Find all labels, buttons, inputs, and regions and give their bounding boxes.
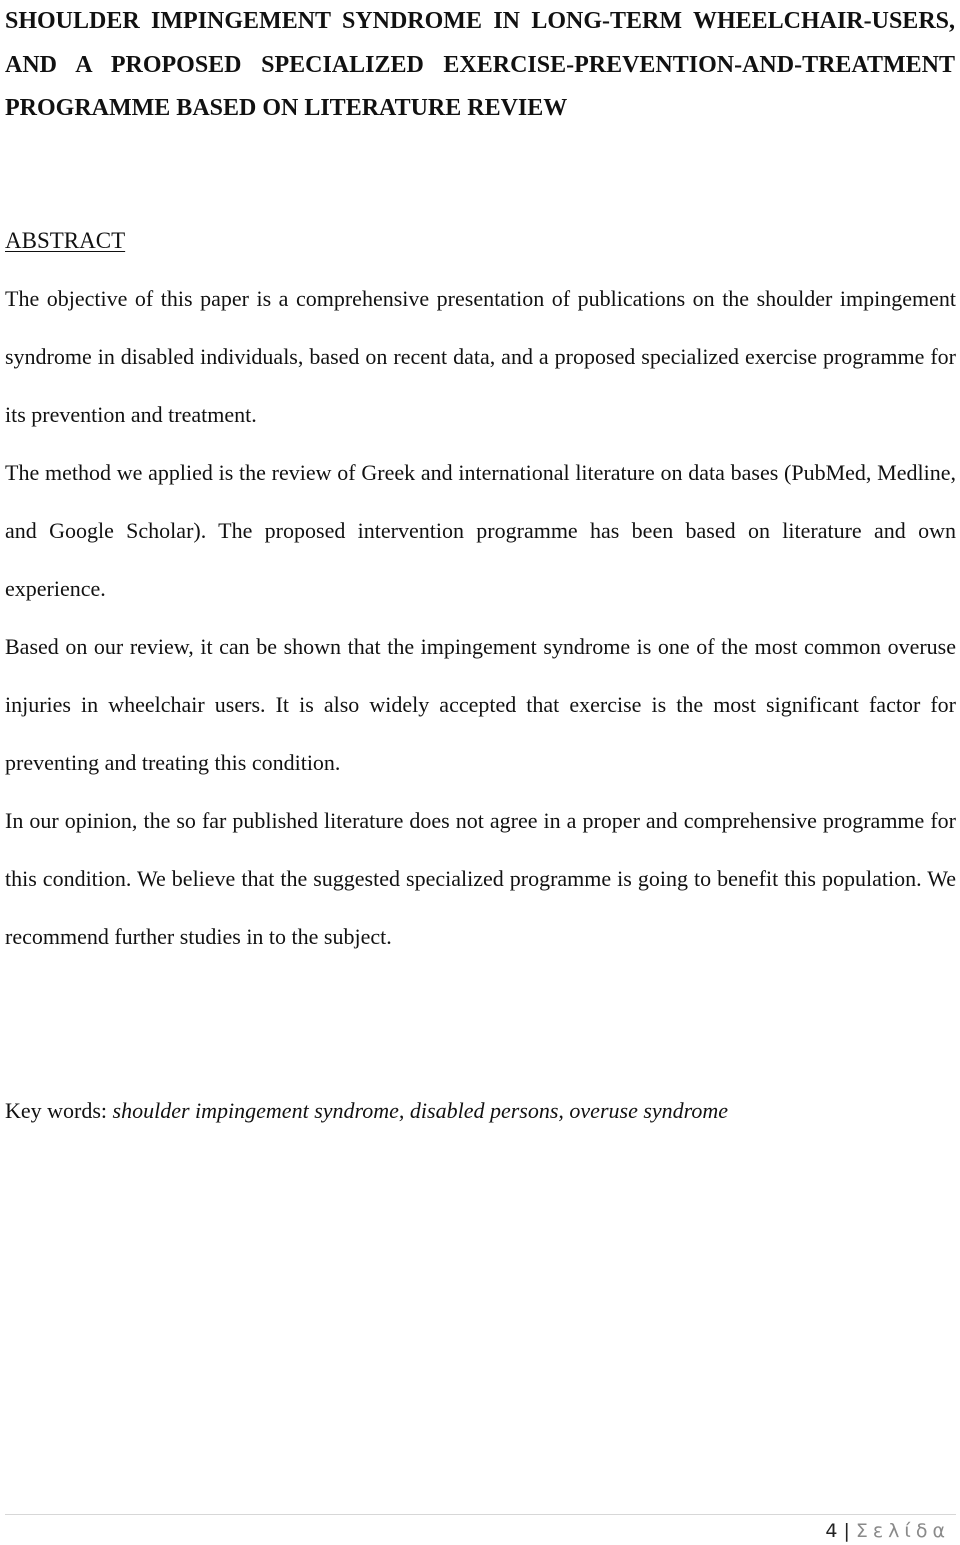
page-number: 4 bbox=[825, 1520, 838, 1542]
page-word: Σελίδα bbox=[855, 1520, 950, 1542]
abstract-paragraph-results: Based on our review, it can be shown that the impingement syndrome is one of the most common overuse injuries in wheelchair users. It is also widely accepted that exercise is the most significant factor for preventing and treating this condition. bbox=[5, 634, 956, 775]
keywords-line bbox=[5, 1094, 728, 1128]
keywords-label: Key words: bbox=[5, 1098, 108, 1123]
footer-divider bbox=[5, 1514, 956, 1515]
abstract-paragraph-conclusion: In our opinion, the so far published literature does not agree in a proper and comprehensive programme for this condition. We believe that the suggested specialized programme is going to benefit this population. We recommend further studies in to the subject. bbox=[5, 808, 956, 949]
footer-separator: | bbox=[843, 1520, 850, 1542]
keywords-values: shoulder impingement syndrome, disabled persons, overuse syndrome bbox=[112, 1098, 729, 1123]
abstract-body bbox=[5, 270, 956, 966]
page-footer bbox=[825, 1518, 950, 1544]
abstract-paragraph-method: The method we applied is the review of Greek and international literature on data bases (PubMed, Medline, and Google Scholar). The proposed intervention programme has been based on literature and own experience. bbox=[5, 460, 956, 601]
paper-title: SHOULDER IMPINGEMENT SYNDROME IN LONG-TERM WHEELCHAIR-USERS, AND A PROPOSED SPECIALIZED EXERCISE-PREVENTION-AND-TREATMENT PROGRAMME BASED ON LITERATURE REVIEW bbox=[5, 8, 955, 121]
abstract-heading: ABSTRACT bbox=[5, 228, 126, 253]
abstract-paragraph-objective: The objective of this paper is a comprehensive presentation of publications on the shoulder impingement syndrome in disabled individuals, based on recent data, and a proposed specialized exercise programme for its prevention and treatment. bbox=[5, 286, 956, 427]
